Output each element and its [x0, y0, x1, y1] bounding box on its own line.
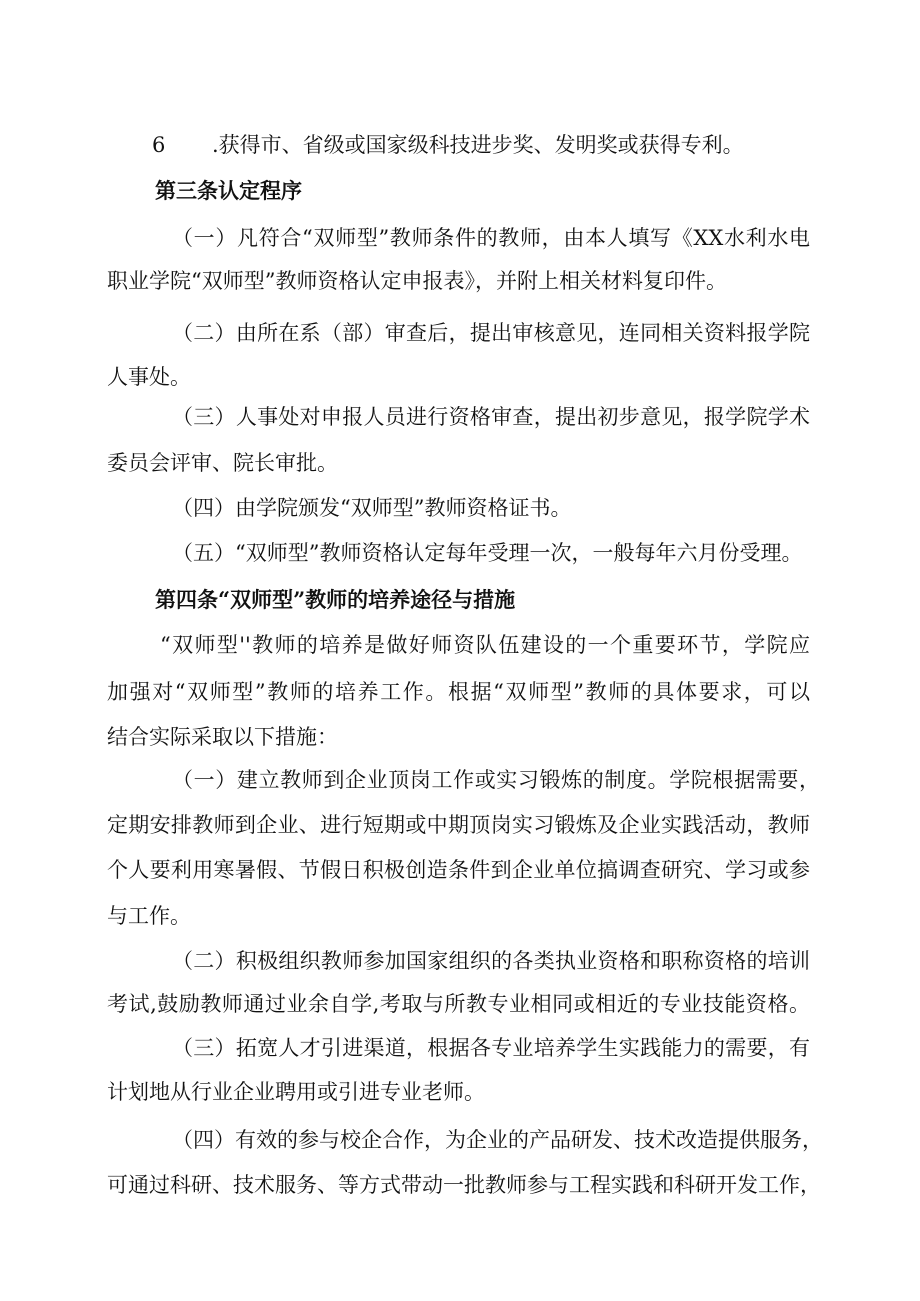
paragraph-line: “双师型''教师的培养是做好师资队伍建设的一个重要环节，学院应: [160, 633, 810, 657]
item-text: .获得市、省级或国家级科技进步奖、发明奖或获得专利。: [212, 133, 744, 157]
paragraph-line: 委员会评审、院长审批。: [107, 451, 338, 475]
article-4-heading: 第四条“双师型”教师的培养途径与措施: [155, 587, 516, 612]
paragraph-line: （二）积极组织教师参加国家组织的各类执业资格和职称资格的培训: [172, 949, 810, 973]
paragraph-line: 与工作。: [107, 904, 191, 928]
paragraph-line: （三）拓宽人才引进渠道，根据各专业培养学生实践能力的需要，有: [172, 1036, 810, 1060]
paragraph-line: 考试,鼓励教师通过业余自学,考取与所教专业相同或相近的专业技能资格。: [107, 992, 810, 1016]
paragraph-line: 加强对“双师型”教师的培养工作。根据“双师型”教师的具体要求，可以: [107, 680, 810, 704]
paragraph-line: 定期安排教师到企业、进行短期或中期顶岗实习锻炼及企业实践活动，教师: [107, 813, 810, 837]
paragraph-line: 个人要利用寒暑假、节假日积极创造条件到企业单位搞调查研究、学习或参: [107, 858, 810, 882]
paragraph-line: （五）“双师型”教师资格认定每年受理一次，一般每年六月份受理。: [172, 541, 803, 565]
paragraph-line: （四）有效的参与校企合作，为企业的产品研发、技术改造提供服务，: [172, 1128, 823, 1152]
paragraph-line: （四）由学院颁发“双师型”教师资格证书。: [172, 496, 572, 520]
paragraph-line: （一）凡符合“双师型”教师条件的教师，由本人填写《XX水利水电: [172, 226, 810, 250]
paragraph-line: 职业学院“双师型”教师资格认定申报表》，并附上相关材料复印件。: [107, 269, 727, 293]
paragraph-line: （三）人事处对申报人员进行资格审查，提出初步意见，报学院学术: [172, 405, 810, 429]
item-6: [152, 130, 744, 160]
paragraph-line: （一）建立教师到企业顶岗工作或实习锻炼的制度。学院根据需要，: [172, 768, 820, 792]
paragraph-line: 人事处。: [107, 365, 191, 389]
paragraph-line: （二）由所在系（部）审查后，提出审核意见，连同相关资料报学院: [172, 321, 810, 345]
paragraph-line: 计划地从行业企业聘用或引进专业老师。: [107, 1080, 485, 1104]
article-3-heading: 第三条认定程序: [155, 178, 302, 203]
paragraph-line: 结合实际采取以下措施：: [107, 725, 338, 749]
item-number: 6: [152, 133, 166, 157]
paragraph-line: 可通过科研、技术服务、等方式带动一批教师参与工程实践和科研开发工作，: [107, 1173, 821, 1197]
